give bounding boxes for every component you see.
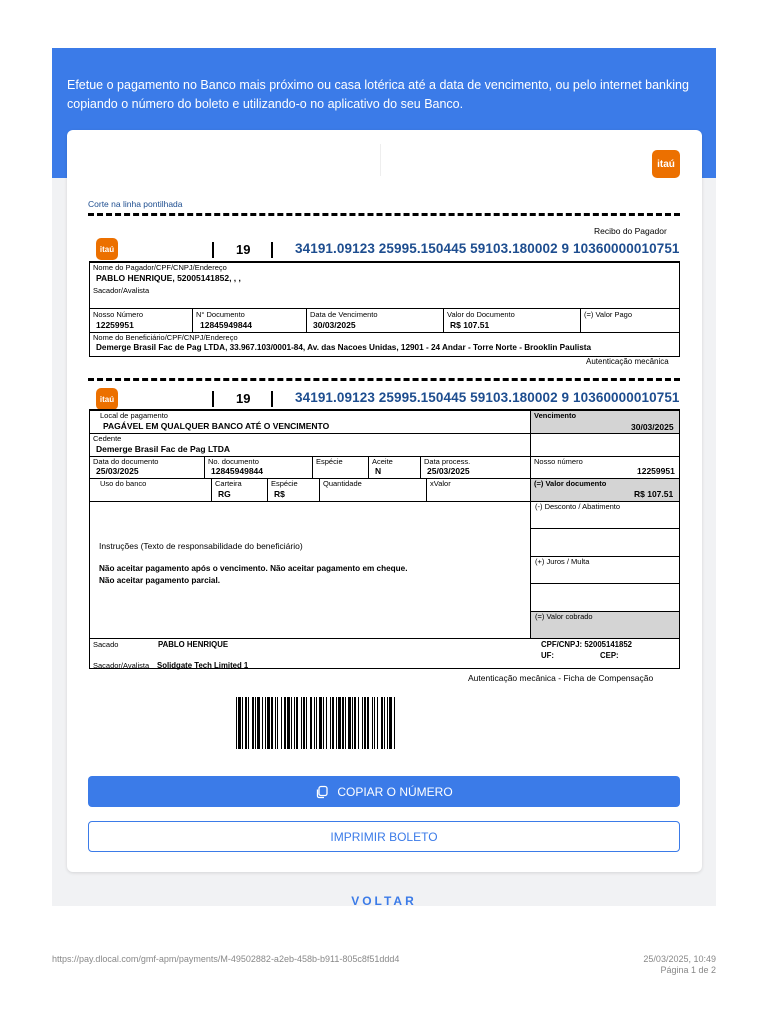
row-divider [89,308,680,309]
sacado-value: PABLO HENRIQUE [158,640,229,649]
copy-icon [315,785,329,799]
aceite-value: N [375,466,382,476]
carteira-value: RG [218,489,231,499]
itau-logo [652,150,680,178]
aceite-label: Aceite [372,457,393,466]
nosso-numero-label: Nosso Número [93,310,144,319]
footer-page: Página 1 de 2 [660,965,716,975]
especie-label: Espécie [316,457,343,466]
cep-label: CEP: [600,651,619,660]
local-value: PAGÁVEL EM QUALQUER BANCO ATÉ O VENCIMENTO [103,421,330,431]
cut-line [88,378,680,381]
bank-code: 19 [236,391,251,406]
col-divider [204,456,205,478]
itau-logo [96,388,118,410]
card-header [67,130,702,186]
data-doc-label: Data do documento [93,457,159,466]
documento-label: N° Documento [196,310,245,319]
col-divider [319,478,320,501]
itau-logo-text: itaú [99,394,115,404]
vencimento-value: 30/03/2025 [631,422,674,432]
sacador-label: Sacador/Avalista [93,286,150,295]
footer-url: https://pay.dlocal.com/gmf-apm/payments/M-49502882-a2eb-458b-b911-805c8f51ddd4 [52,954,400,964]
no-doc-value: 12845949844 [211,466,264,476]
bank-code-divider [212,391,214,407]
cut-line [88,213,680,216]
valor-doc-label: (=) Valor documento [534,479,607,488]
valor-doc-value: R$ 107.51 [634,489,674,499]
barcode [236,697,534,749]
itau-logo [96,238,118,260]
receipt-title: Recibo do Pagador [594,226,667,236]
copy-number-button[interactable] [88,776,680,807]
footer-datetime: 25/03/2025, 10:49 [643,954,716,964]
col-divider [426,478,427,501]
documento-value: 12845949844 [200,320,253,330]
instrucoes-line1: Não aceitar pagamento após o vencimento. Não aceitar pagamento em cheque. [99,564,408,573]
itau-logo-text: itaú [657,158,675,170]
header-divider [380,144,381,176]
especie2-label: Espécie [271,479,298,488]
vencimento-label: Vencimento [534,411,577,420]
footer-date [643,954,716,976]
vencimento-label: Data de Vencimento [310,310,378,319]
beneficiario-value: Demerge Brasil Fac de Pag LTDA, 33.967.103/0001-84, Av. das Nacoes Unidas, 12901 - 24 Andar - Torre Norte - Brooklin Paulista [96,343,592,352]
payer-label: Nome do Pagador/CPF/CNPJ/Endereço [93,263,227,272]
cobrado-label: (=) Valor cobrado [535,612,593,621]
row-divider [530,528,680,529]
data-doc-value: 25/03/2025 [96,466,139,476]
payer-value: PABLO HENRIQUE, 52005141852, , , [96,273,241,283]
data-process-label: Data process. [424,457,471,466]
sacador-value: Solidgate Tech Limited 1 [157,661,249,670]
uf-label: UF: [541,651,554,660]
intro-text: Efetue o pagamento no Banco mais próximo ou casa lotérica até a data de vencimento, ou pelo internet banking copiando o número do boleto e utilizando-o no aplicativo do seu Banco. [67,78,689,111]
bank-code: 19 [236,242,251,257]
juros-label: (+) Juros / Multa [535,557,590,566]
col-divider [420,456,421,478]
instrucoes-line2: Não aceitar pagamento parcial. [99,576,221,585]
col-divider [192,308,193,332]
instrucoes-title: Instruções (Texto de responsabilidade do beneficiário) [99,541,303,551]
valor-pago-label: (=) Valor Pago [584,310,633,319]
quantidade-label: Quantidade [323,479,362,488]
copy-button-label: COPIAR O NÚMERO [337,784,453,799]
digitable-line[interactable]: 34191.09123 25995.150445 59103.180002 9 10360000010751 [295,390,680,405]
col-divider [312,456,313,478]
no-doc-label: No. documento [208,457,259,466]
sacador-label: Sacador/Avalista [93,661,150,670]
especie2-value: R$ [274,489,285,499]
autenticacao-label: Autenticação mecânica [586,357,669,366]
col-divider [306,308,307,332]
sacado-label: Sacado [93,640,119,649]
nosso-numero-label: Nosso número [534,457,583,466]
col-divider [211,478,212,501]
print-boleto-button[interactable] [88,821,680,852]
cut-line-label: Corte na linha pontilhada [88,199,183,209]
vencimento-value: 30/03/2025 [313,320,356,330]
col-divider [580,308,581,332]
barcode-bar [395,697,397,749]
row-divider [530,583,680,584]
desconto-label: (-) Desconto / Abatimento [535,502,621,511]
row-divider [89,433,680,434]
bank-code-divider [212,242,214,258]
uso-banco-label: Uso do banco [100,479,147,488]
xvalor-label: xValor [430,479,451,488]
bank-code-divider [271,391,273,407]
autenticacao-ficha: Autenticação mecânica - Ficha de Compensação [468,673,654,683]
beneficiario-label: Nome do Beneficiário/CPF/CNPJ/Endereço [93,333,238,342]
row-divider [89,638,680,639]
bank-code-divider [271,242,273,258]
cedente-label: Cedente [93,434,122,443]
right-col-divider [530,411,531,638]
nosso-numero-value: 12259951 [637,466,675,476]
digitable-line[interactable]: 34191.09123 25995.150445 59103.180002 9 10360000010751 [295,241,680,256]
cedente-value: Demerge Brasil Fac de Pag LTDA [96,444,230,454]
carteira-label: Carteira [215,479,242,488]
col-divider [368,456,369,478]
print-button-label: IMPRIMIR BOLETO [330,829,438,844]
itau-logo-text: itaú [99,244,115,254]
back-link[interactable]: VOLTAR [351,894,417,908]
nosso-numero-value: 12259951 [96,320,134,330]
data-process-value: 25/03/2025 [427,466,470,476]
local-label: Local de pagamento [100,411,168,420]
cpf-label: CPF/CNPJ: 52005141852 [541,640,633,649]
valor-value: R$ 107.51 [450,320,490,330]
col-divider [443,308,444,332]
valor-label: Valor do Documento [447,310,515,319]
col-divider [267,478,268,501]
